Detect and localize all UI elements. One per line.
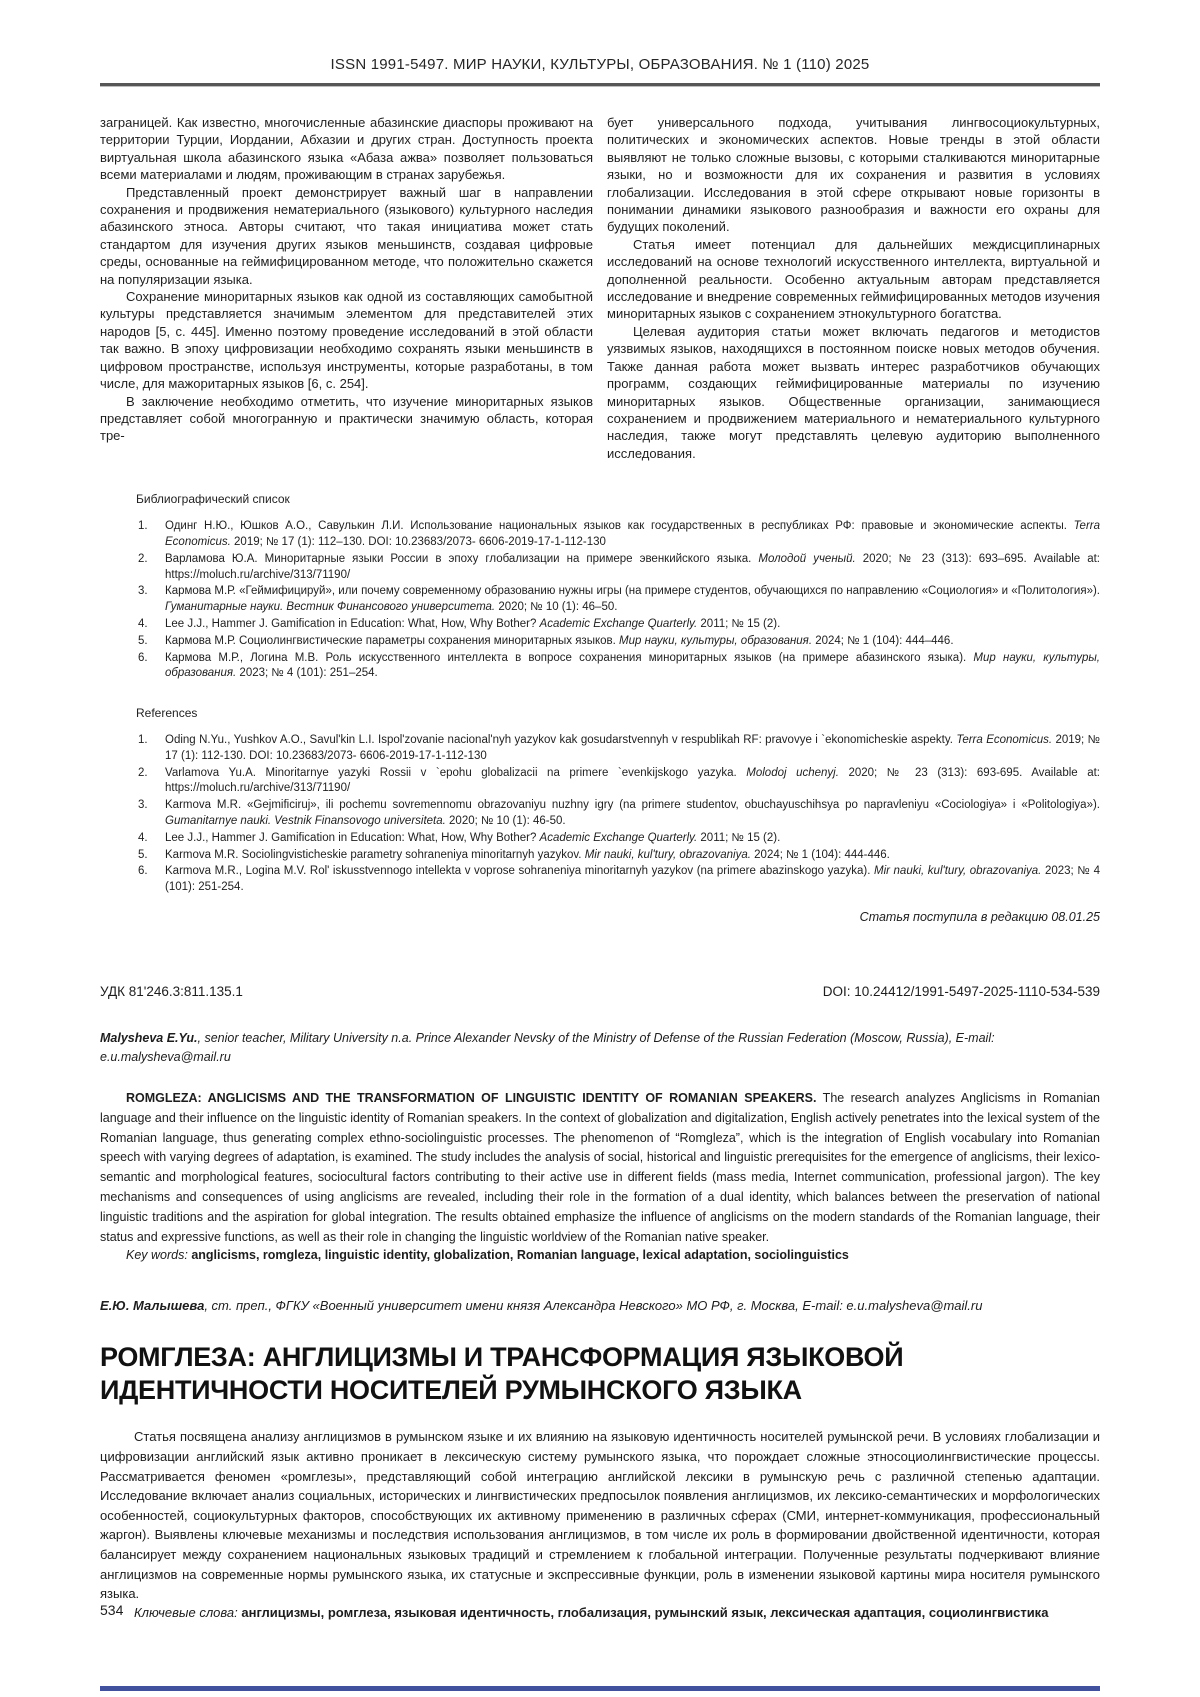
references-list [100, 733, 1100, 896]
bibliography-item: Lee J.J., Hammer J. Gamification in Education: What, How, Why Bother? Academic Exchange Quarterly. 2011; № 15 (2). [165, 617, 781, 630]
keywords-en-line [100, 1248, 1100, 1262]
abstract-ru: Статья посвящена анализу англицизмов в румынском языке и их влиянию на языковую идентичность носителей румынской речи. В условиях глобализации и цифровизации английский язык активно проникает в лексическую систему румынского языка, что порождает сложные этносоциолингвистические процессы. Рассматривается феномен «ромглезы», представляющий собой интеграцию английской лексики в румынскую речь с различной степенью адаптации. Исследование включает анализ социальных, исторических и лингвистических предпосылок появления англицизмов, их лексико-семантических и морфологических особенностей, социокультурных факторов, способствующих их активному применению в различных сферах (СМИ, интернет-коммуникация, профессиональный жаргон). Выявлены ключевые механизмы и последствия использования англицизмов, в том числе их роль в формировании двойственной идентичности, которая балансирует между сохранением национальных языковых традиций и стремлением к глобальной интеграции. Полученные результаты подчеркивают влияние англицизмов на современные нормы румынского языка, их статусные и экспрессивные функции, роль в изменении языковой картины мира носителя румынского языка. [100, 1429, 1100, 1602]
bibliography-list [100, 519, 1100, 682]
bibliography-item: Кармова М.Р. «Геймифицируй», или почему современному образованию нужны игры (на примере студентов, обучающихся по направлению «Социология» и «Политология»). Гуманитарные науки. Вестник Финансового университета. 2020; № 10 (1): 46–50. [165, 585, 1100, 614]
keywords-en-list: anglicisms, romgleza, linguistic identity, globalization, Romanian language, lexical adaptation, sociolinguistics [191, 1248, 849, 1263]
reference-item: Lee J.J., Hammer J. Gamification in Education: What, How, Why Bother? Academic Exchange Quarterly. 2011; № 15 (2). [165, 831, 781, 844]
keywords-ru-line [100, 1605, 1100, 1620]
author-affiliation-ru: , ст. преп., ФГКУ «Военный университет имени князя Александра Невского» МО РФ, г. Москва, E-mail: e.u.malysheva@mail.ru [204, 1298, 983, 1314]
journal-header: ISSN 1991-5497. МИР НАУКИ, КУЛЬТУРЫ, ОБРАЗОВАНИЯ. № 1 (110) 2025 [330, 56, 870, 73]
udc-doi-row [100, 984, 1100, 999]
bibliography-heading: Библиографический список [136, 492, 290, 507]
references-heading: References [136, 706, 198, 721]
right-column [607, 114, 1100, 462]
bibliography-item: Одинг Н.Ю., Юшков А.О., Савулькин Л.И. Использование национальных языков как государственных в республиках РФ: правовые и экономические аспекты. Terra Economicus. 2019; № 17 (1): 112–130. DOI: 10.23683/2073- 6606-2019-17-1-112-130 [165, 520, 1100, 548]
reference-item: Karmova M.R., Logina M.V. Rol' iskusstvennogo intellekta v voprose sohraneniya minoritarnyh yazykov (na primere abazinskogo yazyka). Mir nauki, kul'tury, obrazovaniya. 2023; № 4 (101): 251-254. [165, 865, 1100, 894]
bibliography-item: Кармова М.Р., Логина М.В. Роль искусственного интеллекта в вопросе сохранения миноритарных языков (на примере абазинского языка). Мир науки, культуры, образования. 2023; № 4 (101): 251–254. [165, 651, 1101, 680]
bibliography-item: Кармова М.Р. Социолингвистические параметры сохранения миноритарных языков. Мир науки, культуры, образования. 2024; № 1 (104): 444–446. [165, 634, 954, 647]
body-paragraph: Представленный проект демонстрирует важный шаг в направлении сохранения и продвижения нематериального (языкового) культурного наследия абазинского этноса. Авторы считают, что такая инициатива может стать стандартом для изучения других языков меньшинств, создавая цифровые среды, основанные на геймифицированном методе, что положительно скажется на популяризации языка. [100, 184, 593, 287]
reference-item: Karmova M.R. «Gejmificiruj», ili pochemu sovremennomu obrazovaniyu nuzhny igry (na primere studentov, obuchayuschihsya po napravleniyu «Cociologiya» i «Politologiya»). Gumanitarnye nauki. Vestnik Finansovogo universiteta. 2020; № 10 (1): 46-50. [165, 799, 1100, 828]
author-info-ru [100, 1296, 1100, 1315]
page-number: 534 [100, 1602, 124, 1618]
body-paragraph: Сохранение миноритарных языков как одной из составляющих самобытной культуры представляется значимым элементом для представителей этих народов [5, с. 445]. Именно поэтому проведение исследований в этой области так важно. В эпоху цифровизации необходимо сохранять языки меньшинств в цифровом пространстве, используя инструменты, которые разработаны, в том числе, для мажоритарных языков [6, с. 254]. [100, 289, 593, 392]
keywords-en-label: Key words: [126, 1248, 188, 1263]
page-bottom-edge [100, 1686, 1100, 1691]
left-column [100, 114, 593, 462]
udc-code: УДК 81'246.3:811.135.1 [100, 984, 243, 1000]
keywords-ru-label: Ключевые слова: [134, 1604, 238, 1620]
author-info-en [100, 1029, 1100, 1067]
reference-item: Oding N.Yu., Yushkov A.O., Savul'kin L.I. Ispol'zovanie nacional'nyh yazykov kak gosudarstvennyh v respublikah RF: pravovye i `ekonomicheskie aspekty. Terra Economicus. 2019; № 17 (1): 112-130. DOI: 10.23683/2073- 6606-2019-17-1-112-130 [165, 734, 1101, 762]
keywords-ru-list: англицизмы, ромглеза, языковая идентичность, глобализация, румынский язык, лексическая адаптация, социолингвистика [241, 1604, 1049, 1620]
article-title-ru: РОМГЛЕЗА: АНГЛИЦИЗМЫ И ТРАНСФОРМАЦИЯ ЯЗЫКОВОЙ ИДЕНТИЧНОСТИ НОСИТЕЛЕЙ РУМЫНСКОГО ЯЗЫКА [100, 1342, 904, 1406]
body-two-columns [100, 114, 1100, 462]
abstract-en [100, 1089, 1100, 1247]
reference-item: Varlamova Yu.A. Minoritarnye yazyki Rossii v `epohu globalizacii na primere `evenkijskogo yazyka. Molodoj uchenyj. 2020; № 23 (313): 693-695. Available at: https://moluch.ru/archive/313/71190/ [165, 766, 1100, 795]
bibliography-item: Варламова Ю.А. Миноритарные языки России в эпоху глобализации на примере эвенкийского языка. Молодой ученый. 2020; № 23 (313): 693–695. Available at: https://moluch.ru/archive/313/71190/ [165, 552, 1100, 581]
author-name-ru: Е.Ю. Малышева [100, 1298, 205, 1314]
doi-code: DOI: 10.24412/1991-5497-2025-1110-534-539 [822, 984, 1100, 1000]
header-rule [100, 83, 1100, 87]
author-affiliation-en: , senior teacher, Military University n.a. Prince Alexander Nevsky of the Ministry of Defense of the Russian Federation (Moscow, Russia), E-mail: e.u.malysheva@mail.ru [100, 1031, 995, 1065]
body-paragraph: Статья имеет потенциал для дальнейших междисциплинарных исследований на основе технологий искусственного интеллекта, виртуальной и дополненной реальности. Особенно актуальным авторам представляется исследование и внедрение современных геймифицированных методов изучения миноритарных языков с сохранением этнокультурного богатства. [607, 236, 1100, 322]
body-paragraph: бует универсального подхода, учитывания лингвосоциокультурных, политических и экономических аспектов. Новые тренды в этой области выявляют не только сложные вызовы, с которыми сталкиваются миноритарные языки, но и возможности для их сохранения и развития в условиях глобализации. Исследования в этой сфере открывают новые горизонты в понимании динамики языкового разнообразия и важности его охраны для будущих поколений. [607, 115, 1100, 235]
author-name-en: Malysheva E.Yu. [100, 1031, 198, 1046]
body-paragraph: Целевая аудитория статьи может включать педагогов и методистов уязвимых языков, находящихся в постоянном поиске новых методов обучения. Также данная работа может вызвать интерес разработчиков обучающих программ, создающих геймифицированные материалы по изучению миноритарных языков. Общественные организации, занимающиеся сохранением и продвижением материального и нематериального культурного наследия, также могут представлять целевую аудиторию выполненного исследования. [607, 323, 1100, 461]
reference-item: Karmova M.R. Sociolingvisticheskie parametry sohraneniya minoritarnyh yazykov. Mir nauki, kul'tury, obrazovaniya. 2024; № 1 (104): 444-446. [165, 848, 890, 861]
body-paragraph: В заключение необходимо отметить, что изучение миноритарных языков представляет собой многогранную и практически значимую область, которая тре- [100, 393, 593, 444]
received-date-note: Статья поступила в редакцию 08.01.25 [859, 910, 1100, 925]
abstract-en-text: The research analyzes Anglicisms in Romanian language and their influence on the linguistic identity of Romanian speakers. In the context of globalization and digitalization, English actively penetrates into the lexical system of the Romanian language, thus generating complex ethno-sociolinguistic processes. The phenomenon of “Romgleza”, which is the integration of English vocabulary into Romanian speech with varying degrees of adaptation, is examined. The study includes the analysis of social, historical and linguistic prerequisites for the emergence of anglicisms, their lexico-semantic and morphological features, sociocultural factors contributing to their active use in different fields (mass media, Internet communication, professional jargon). The key mechanisms and consequences of using anglicisms are revealed, including their role in the formation of a dual identity, which balances between the preservation of national linguistic traditions and the aspiration for global integration. The results obtained emphasize the influence of anglicisms on the modern standards of the Romanian language, their status and expressive functions, as well as their role in changing the linguistic worldview of the Romanian native speaker. [100, 1091, 1100, 1244]
article-title-en: ROMGLEZA: ANGLICISMS AND THE TRANSFORMATION OF LINGUISTIC IDENTITY OF ROMANIAN SPEAKERS. [126, 1091, 817, 1106]
body-paragraph: заграницей. Как известно, многочисленные абазинские диаспоры проживают на территории Турции, Иордании, Абхазии и других стран. Доступность проекта виртуальная школа абазинского языка «Абаза ажва» позволяет пользоваться всеми материалами и людям, проживающим в странах зарубежья. [100, 115, 593, 183]
